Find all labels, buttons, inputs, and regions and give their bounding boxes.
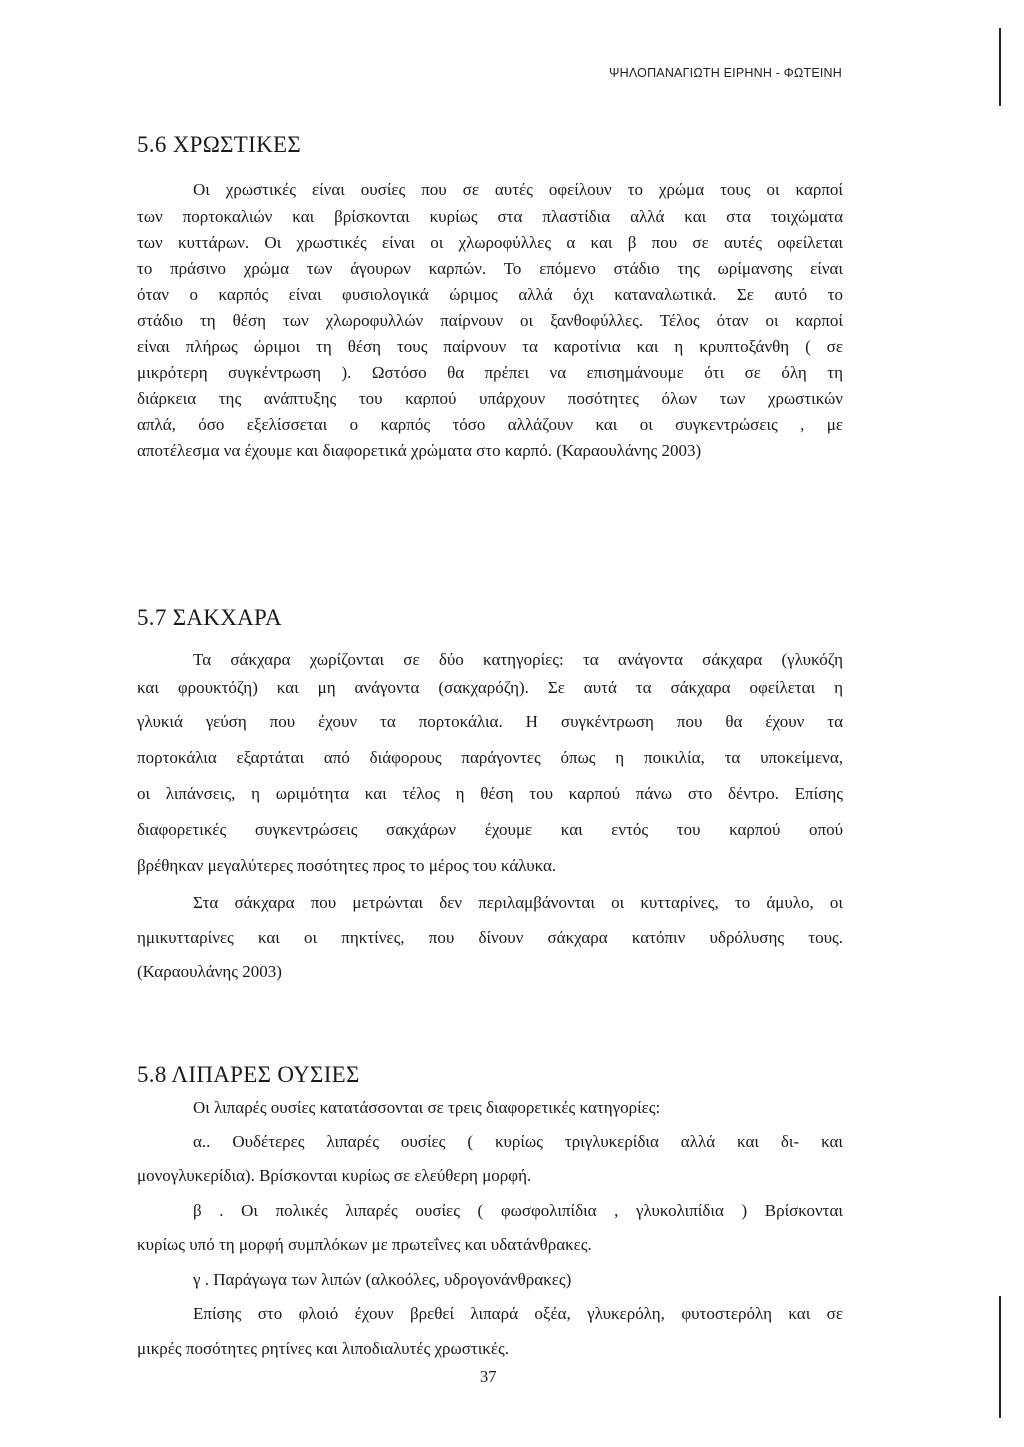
page-number: 37 [480, 1367, 497, 1386]
running-header: ΨΗΛΟΠΑΝΑΓΙΩΤΗ ΕΙΡΗΝΗ - ΦΩΤΕΙΝΗ [608, 66, 842, 80]
text-line: Τα σάκχαρα χωρίζονται σε δύο κατηγορίες: τα ανάγοντα σάκχαρα (γλυκόζη [193, 650, 843, 669]
text-line: κυρίως υπό τη μορφή συμπλόκων με πρωτεΐνες και υδατάνθρακες. [137, 1235, 592, 1254]
text-line: ημικυτταρίνες και οι πηκτίνες, που δίνουν σάκχαρα κατόπιν υδρόλυσης τους. [137, 928, 843, 947]
section-heading: 5.8 ΛΙΠΑΡΕΣ ΟΥΣΙΕΣ [137, 1062, 360, 1087]
text-line: μικρές ποσότητες ρητίνες και λιποδιαλυτές χρωστικές. [137, 1339, 509, 1358]
text-line: και φρουκτόζη) και μη ανάγοντα (σακχαρόζη). Σε αυτά τα σάκχαρα οφείλεται η [137, 678, 843, 697]
section-heading: 5.7 ΣΑΚΧΑΡΑ [137, 605, 282, 630]
text-line: Οι λιπαρές ουσίες κατατάσσονται σε τρεις διαφορετικές κατηγορίες: [193, 1098, 661, 1117]
text-line: βρέθηκαν μεγαλύτερες ποσότητες προς το μέρος του κάλυκα. [137, 856, 557, 875]
text-line: αποτέλεσμα να έχουμε και διαφορετικά χρώματα στο καρπό. (Καραουλάνης 2003) [137, 441, 702, 460]
text-line: α.. Ουδέτερες λιπαρές ουσίες ( κυρίως τριγλυκερίδια αλλά και δι- και [193, 1132, 843, 1151]
text-line: Στα σάκχαρα που μετρώνται δεν περιλαμβάνονται οι κυτταρίνες, το άμυλο, οι [193, 893, 843, 912]
margin-rule [999, 1296, 1001, 1418]
text-line: των πορτοκαλιών και βρίσκονται κυρίως στα πλαστίδια αλλά και στα τοιχώματα [137, 207, 843, 226]
text-line: γλυκιά γεύση που έχουν τα πορτοκάλια. Η συγκέντρωση που θα έχουν τα [137, 712, 843, 731]
text-line: στάδιο τη θέση των χλωροφυλλών παίρνουν οι ξανθοφύλλες. Τέλος όταν οι καρποί [137, 311, 843, 330]
text-line: διαφορετικές συγκεντρώσεις σακχάρων έχουμε και εντός του καρπού οπού [137, 820, 843, 839]
text-line: Επίσης στο φλοιό έχουν βρεθεί λιπαρά οξέα, γλυκερόλη, φυτοστερόλη και σε [193, 1304, 843, 1323]
text-line: μικρότερη συγκέντρωση ). Ωστόσο θα πρέπει να επισημάνουμε ότι σε όλη τη [137, 363, 843, 382]
text-line: οι λιπάνσεις, η ωριμότητα και τέλος η θέση του καρπού πάνω στο δέντρο. Επίσης [137, 784, 843, 803]
section-heading: 5.6 ΧΡΩΣΤΙΚΕΣ [137, 132, 302, 157]
text-line: όταν ο καρπός είναι φυσιολογικά ώριμος αλλά όχι καταναλωτικά. Σε αυτό το [137, 285, 843, 304]
text-line: το πράσινο χρώμα των άγουρων καρπών. Το επόμενο στάδιο της ωρίμανσης είναι [137, 259, 843, 278]
text-line: μονογλυκερίδια). Βρίσκονται κυρίως σε ελεύθερη μορφή. [137, 1166, 532, 1185]
text-line: β . Οι πολικές λιπαρές ουσίες ( φωσφολιπίδια , γλυκολιπίδια ) Βρίσκονται [193, 1201, 843, 1220]
text-line: γ . Παράγωγα των λιπών (αλκοόλες, υδρογονάνθρακες) [193, 1270, 572, 1289]
margin-rule [999, 28, 1001, 106]
text-line: απλά, όσο εξελίσσεται ο καρπός τόσο αλλάζουν και οι συγκεντρώσεις , με [137, 415, 843, 434]
text-line: (Καραουλάνης 2003) [137, 962, 282, 981]
text-line: Οι χρωστικές είναι ουσίες που σε αυτές οφείλουν το χρώμα τους οι καρποί [193, 180, 843, 199]
text-line: πορτοκάλια εξαρτάται από διάφορους παράγοντες όπως η ποικιλία, τα υποκείμενα, [137, 748, 843, 767]
text-line: των κυττάρων. Οι χρωστικές είναι οι χλωροφύλλες α και β που σε αυτές οφείλεται [137, 233, 843, 252]
text-line: διάρκεια της ανάπτυξης του καρπού υπάρχουν ποσότητες όλων των χρωστικών [137, 389, 843, 408]
text-line: είναι πλήρως ώριμοι τη θέση τους παίρνουν τα καροτίνια και η κρυπτοξάνθη ( σε [137, 337, 843, 356]
